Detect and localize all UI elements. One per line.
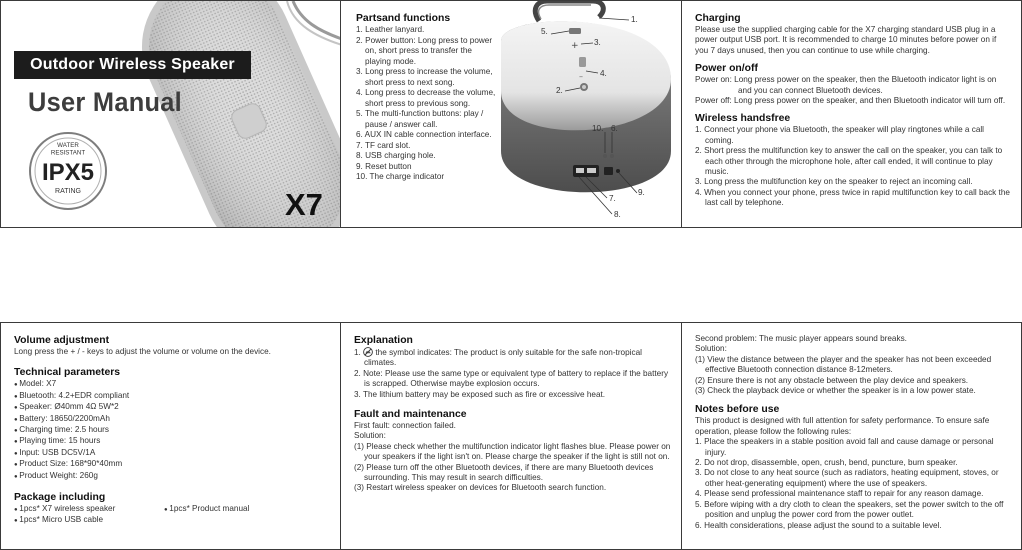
notes-panel [682, 322, 1022, 550]
svg-text:X7: X7 [285, 187, 323, 220]
volume-heading: Volume adjustment [14, 335, 110, 346]
spec-item-text: Product Weight: 260g [19, 470, 98, 480]
notes-item [695, 489, 1011, 499]
parts-list-item-text: 5. The multi-function buttons: play / pause / answer call. [356, 109, 484, 129]
bullet-icon: ● [14, 462, 20, 469]
notes-heading: Notes before use [695, 404, 780, 416]
package-item-text: 1pcs* Product manual [169, 504, 250, 514]
notes-item-text: 5. Before wiping with a dry cloth to clean the speakers, set the power switch to the off position and unplug the power cord from the power outlet. [695, 499, 1004, 520]
second-problem-solution-label: Solution: [695, 344, 727, 354]
specs-panel [0, 322, 341, 550]
explanation-item-1-number: 1. [354, 348, 361, 357]
bullet-icon: ● [14, 416, 20, 423]
charging-heading: Charging [695, 13, 741, 24]
package-item [164, 504, 324, 515]
spec-item [14, 436, 332, 447]
fault-step [354, 463, 672, 484]
parts-list-item-text: 9. Reset button [356, 161, 412, 171]
power-on-text: Power on: Long press power on the speaker, then the Bluetooth indicator light is on and you can connect Bluetooth devices. [695, 75, 997, 95]
callout-3: 3. [594, 38, 601, 47]
spec-item [14, 425, 332, 436]
parts-list-item-text: 8. USB charging hole. [356, 151, 436, 160]
explanation-item-1 [354, 347, 672, 369]
svg-text:WATER: WATER [57, 142, 79, 149]
bullet-icon: ● [14, 507, 20, 514]
spec-item-text: Product Size: 168*90*40mm [19, 459, 123, 469]
handsfree-item-text: 1. Connect your phone via Bluetooth, the speaker will play ringtones while a call coming. [695, 125, 985, 145]
explanation-item-1-text: the symbol indicates: The product is only suitable for the safe non-tropical climates. [364, 348, 642, 368]
bullet-icon: ● [14, 518, 20, 525]
parts-list-item-text: 7. TF card slot. [356, 140, 411, 150]
explanation-heading: Explanation [354, 335, 413, 346]
package-item [14, 515, 164, 526]
notes-intro: This product is designed with full attention for safety performance. To ensure safe operation, please follow the following rules: [695, 416, 990, 436]
parts-list-item-text: 4. Long press to decrease the volume, short press to previous song. [356, 88, 496, 108]
second-problem-step [695, 386, 1011, 396]
notes-item [695, 458, 1011, 468]
spec-item-text: Playing time: 15 hours [19, 436, 101, 446]
bullet-icon: ● [14, 473, 20, 480]
explanation-panel [341, 322, 682, 550]
notes-item [695, 437, 1011, 458]
spec-item-text: Model: X7 [19, 379, 57, 389]
notes-item [695, 468, 1011, 489]
product-banner: Outdoor Wireless Speaker [14, 51, 251, 79]
volume-text: Long press the + / - keys to adjust the volume or volume on the device. [14, 347, 271, 356]
parts-heading: Partsand functions [356, 13, 451, 24]
cover-panel [0, 0, 341, 228]
package-heading: Package including [14, 492, 106, 504]
spec-item [14, 459, 332, 470]
notes-item-text: 1. Place the speakers in a stable position avoid fall and cause damage or personal injury. [695, 437, 994, 457]
parts-list-item-text: 2. Power button: Long press to power on, short press to transfer the playing mode. [356, 35, 493, 66]
spec-item [14, 402, 332, 413]
ipx5-water-resistant-seal [28, 131, 108, 211]
spec-item-text: Speaker: Ø40mm 4Ω 5W*2 [19, 402, 119, 412]
second-problem-step-text: (1) View the distance between the player and the speaker has not been exceeded effective Bluetooth connection distance 8-12meters. [695, 354, 992, 375]
manual-title: User Manual [28, 87, 183, 117]
spec-item [14, 391, 332, 402]
notes-item-text: 4. Please send professional maintenance staff to repair for any reason damage. [695, 489, 984, 499]
svg-text:RATING: RATING [55, 188, 81, 195]
parts-list-item-text: 1. Leather lanyard. [356, 25, 425, 34]
handsfree-item [695, 125, 1011, 146]
handsfree-item-text: 4. When you connect your phone, press twice in rapid multifunction key to call back the last call by telephone. [695, 187, 1010, 208]
parts-list-item-text: 6. AUX IN cable connection interface. [356, 130, 492, 139]
spec-item-text: Bluetooth: 4.2+EDR compliant [19, 390, 130, 400]
bullet-icon: ● [14, 439, 20, 446]
callout-8: 8. [614, 210, 621, 219]
spec-item [14, 379, 332, 390]
handsfree-item-text: 3. Long press the multifunction key on the speaker to reject an incoming call. [695, 177, 973, 187]
notes-item-text: 2. Do not drop, disassemble, open, crush, bend, puncture, burn speaker. [695, 458, 958, 468]
spec-item [14, 448, 332, 459]
bullet-icon: ● [14, 405, 20, 412]
bullet-icon: ● [14, 382, 20, 389]
notes-item-text: 3. Do not close to any heat source (such as radiators, heating equipment, stoves, or other heat-generating equipment) where the use of speakers. [695, 468, 999, 488]
parts-list-item-text: 10. The charge indicator [356, 172, 445, 181]
charging-text: Please use the supplied charging cable for the X7 charging standard USB plug in a power output USB port. It is recommended to charge 10 minutes before power on if you 7 days unused, then you can continue to use while charging. [695, 25, 997, 55]
first-fault-solution-label: Solution: [354, 431, 386, 441]
spec-item-text: Input: USB DC5V/1A [19, 447, 96, 457]
second-problem-step [695, 355, 1011, 376]
bullet-icon: ● [14, 393, 20, 400]
fault-steps [354, 442, 672, 494]
second-problem-text: Second problem: The music player appears sound breaks. [695, 334, 907, 343]
handsfree-item [695, 146, 1011, 177]
callout-6: 6. [611, 124, 618, 133]
callout-5: 5. [541, 27, 548, 36]
callout-2: 2. [556, 86, 563, 95]
bullet-icon: ● [14, 428, 20, 435]
fault-step-text: (3) Restart wireless speaker on devices for Bluetooth search function. [354, 483, 607, 493]
spec-item-text: Battery: 18650/2200mAh [19, 413, 110, 423]
fault-heading: Fault and maintenance [354, 409, 467, 421]
spec-list [14, 379, 332, 482]
package-item-text: 1pcs* X7 wireless speaker [19, 504, 116, 514]
svg-text:–: – [579, 72, 583, 81]
spec-item [14, 471, 332, 482]
handsfree-item [695, 188, 1011, 209]
speaker-parts-diagram [341, 1, 682, 228]
power-off-text: Power off: Long press power on the speaker, and then Bluetooth indicator will turn off. [695, 96, 1006, 106]
package-list [14, 504, 332, 527]
handsfree-heading: Wireless handsfree [695, 113, 791, 125]
fault-step [354, 483, 672, 493]
spec-item [14, 414, 332, 425]
model-mark-x7 [283, 184, 333, 220]
callout-10: 10. [592, 124, 604, 133]
specs-heading: Technical parameters [14, 367, 121, 379]
first-fault-text: First fault: connection failed. [354, 421, 456, 431]
explanation-item-2: 2. Note: Please use the same type or equivalent type of battery to replace if the battery is scrapped. Otherwise maybe explosion occurs. [354, 368, 669, 389]
bullet-icon: ● [14, 450, 20, 457]
fault-step-text: (1) Please check whether the multifunction indicator light flashes blue. Please power on your speakers if the light isn't on. Please charge the speaker if the light is still not on. [354, 441, 671, 462]
non-tropical-climate-icon [363, 347, 373, 357]
fault-step-text: (2) Please turn off the other Bluetooth devices, if there are many Bluetooth devices surrounding. This may result in search difficulties. [354, 462, 654, 483]
callout-4: 4. [600, 69, 607, 78]
handsfree-item [695, 177, 1011, 187]
explanation-item-3: 3. The lithium battery may be exposed such as fire or excessive heat. [354, 389, 606, 399]
package-item-text: 1pcs* Micro USB cable [19, 515, 104, 525]
fault-step [354, 442, 672, 463]
callout-7: 7. [609, 194, 616, 203]
handsfree-item-text: 2. Short press the multifunction key to answer the call on the speaker, you can talk to each other through the microphone hole, after call ended, it will continue to play music. [695, 146, 1003, 177]
power-heading: Power on/off [695, 63, 758, 75]
second-problem-step [695, 376, 1011, 386]
svg-text:+: + [571, 41, 579, 51]
notes-item-text: 6. Health considerations, please adjust the sound to a suitable level. [695, 520, 942, 530]
notes-list [695, 437, 1011, 531]
second-problem-steps [695, 355, 1011, 397]
bullet-icon: ● [164, 507, 170, 514]
parts-list-item-text: 3. Long press to increase the volume, short press to next song. [356, 67, 493, 87]
second-problem-step-text: (3) Check the playback device or whether the speaker is in a low power state. [695, 386, 976, 396]
package-item [14, 504, 164, 515]
callout-9: 9. [638, 188, 645, 197]
spec-item-text: Charging time: 2.5 hours [19, 425, 109, 435]
svg-text:RESISTANT: RESISTANT [50, 149, 86, 157]
parts-panel [341, 0, 682, 228]
callout-1: 1. [631, 15, 638, 24]
handsfree-list [695, 125, 1011, 208]
svg-text:IPX5: IPX5 [41, 159, 95, 186]
notes-item [695, 500, 1011, 521]
second-problem-step-text: (2) Ensure there is not any obstacle between the play device and speakers. [695, 375, 969, 385]
charging-panel [682, 0, 1022, 228]
notes-item [695, 521, 1011, 531]
